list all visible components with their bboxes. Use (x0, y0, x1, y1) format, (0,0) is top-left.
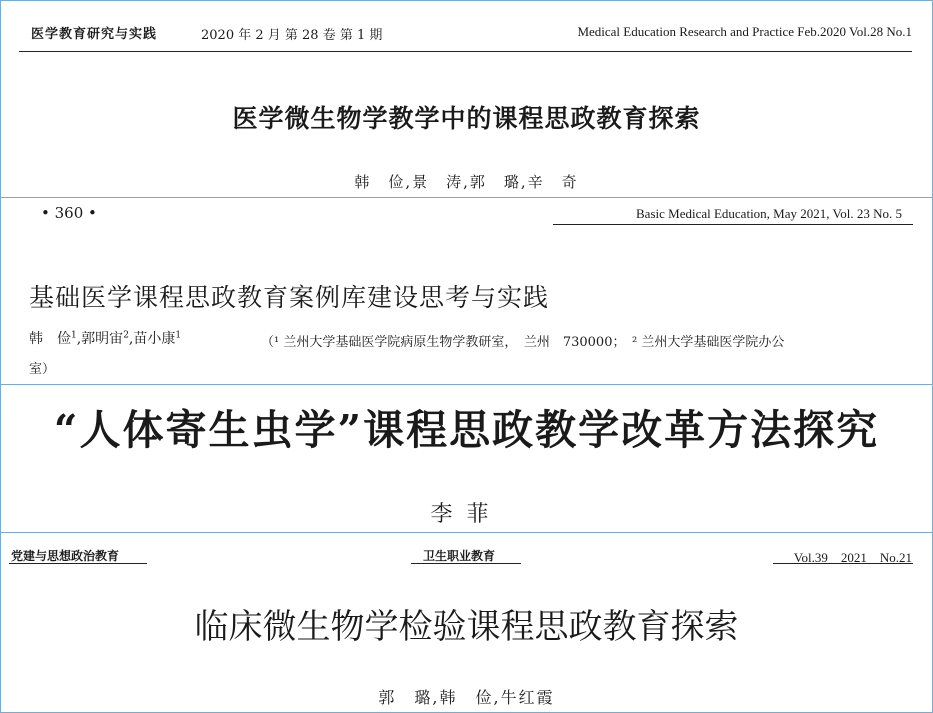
journal-name: 医学教育研究与实践 (31, 27, 158, 42)
article-header-3 (1, 385, 932, 532)
header-rule (553, 224, 913, 225)
header-rule (19, 51, 912, 52)
author-name: ,苗小康 (128, 331, 176, 347)
article-title: 医学微生物学教学中的课程思政教育探索 (232, 104, 701, 133)
issue-rule (773, 563, 913, 564)
column-rule (9, 563, 147, 564)
affiliation: （¹ 兰州大学基础医学院病原生物学教研室， 兰州 730000； ² 兰州大学基础医学院办公 (261, 335, 785, 350)
article-title: 基础医学课程思政教育案例库建设思考与实践 (29, 283, 550, 312)
article-header-1 (1, 1, 932, 197)
page-number: • 360 • (41, 204, 97, 222)
journal-english-issue: Basic Medical Education, May 2021, Vol. 23 No. 5 (636, 206, 902, 221)
author-name: ,郭明宙 (76, 331, 124, 347)
article-authors (29, 328, 181, 348)
article-authors: 韩 俭,景 涛,郭 璐,辛 奇 (354, 173, 579, 191)
author-name: 韩 俭 (29, 331, 71, 347)
issue-info: Vol.39 2021 No.21 (793, 550, 912, 565)
author-affiliation-mark: 1 (175, 330, 182, 341)
column-name: 党建与思想政治教育 (11, 549, 120, 563)
author-affiliation-mark: 1 (71, 330, 77, 341)
journal-english-issue: Medical Education Research and Practice Feb.2020 Vol.28 No.1 (577, 24, 912, 39)
article-header-2 (1, 198, 932, 384)
article-authors: 郭 璐,韩 俭,牛红霞 (378, 688, 555, 707)
author-affiliation-mark: 2 (123, 330, 129, 341)
article-title: 临床微生物学检验课程思政教育探索 (194, 607, 739, 647)
journal-name: 卫生职业教育 (423, 549, 496, 563)
article-author: 李菲 (430, 502, 503, 527)
affiliation-continued: 室） (29, 362, 56, 377)
article-header-4 (1, 533, 932, 712)
article-title: “人体寄生虫学”课程思政教学改革方法探究 (53, 406, 880, 454)
issue-info: 2020 年 2 月 第 28 卷 第 1 期 (201, 28, 383, 43)
journal-rule (411, 563, 521, 564)
